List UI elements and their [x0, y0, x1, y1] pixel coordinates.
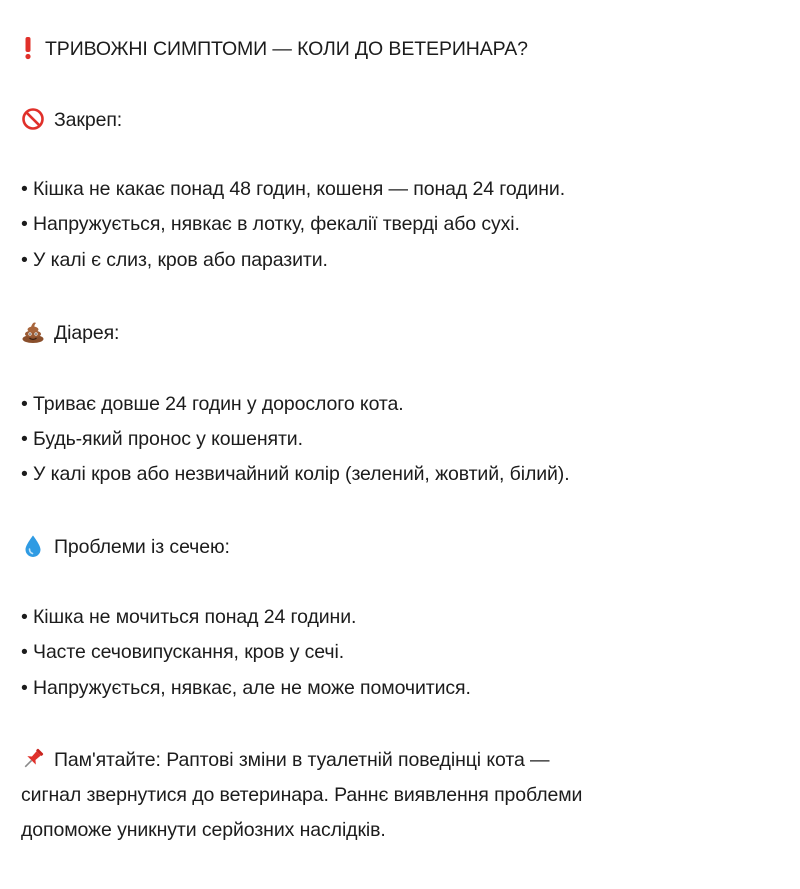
- exclamation-icon: [21, 36, 35, 60]
- list-item: • Триває довше 24 годин у дорослого кота.: [21, 393, 404, 415]
- section-heading: Проблеми із сечею:: [54, 536, 230, 558]
- list-item: • Напружується, нявкає, але не може помочитися.: [21, 677, 471, 699]
- section-heading-constipation: [21, 107, 122, 132]
- poop-icon: [21, 320, 45, 344]
- list-item: • Кішка не какає понад 48 годин, кошеня — понад 24 години.: [21, 178, 566, 200]
- pushpin-icon: [21, 747, 45, 771]
- list-item: • У калі є слиз, кров або паразити.: [21, 249, 328, 271]
- section-heading: Діарея:: [54, 322, 120, 344]
- reminder-line-1: [21, 747, 549, 772]
- reminder-text: сигнал звернутися до ветеринара. Раннє виявлення проблеми: [21, 784, 583, 806]
- list-item: • Часте сечовипускання, кров у сечі.: [21, 641, 345, 663]
- droplet-icon: [21, 534, 45, 558]
- section-heading-urine: [21, 534, 230, 559]
- title-line: [21, 36, 528, 61]
- section-heading: Закреп:: [54, 109, 123, 131]
- list-item: • У калі кров або незвичайний колір (зелений, жовтий, білий).: [21, 463, 570, 485]
- reminder-text: допоможе уникнути серйозних наслідків.: [21, 819, 386, 841]
- reminder-text: Пам'ятайте: Раптові зміни в туалетній поведінці кота —: [54, 749, 550, 771]
- list-item: • Кішка не мочиться понад 24 години.: [21, 606, 357, 628]
- section-heading-diarrhea: [21, 320, 119, 345]
- list-item: • Будь-який пронос у кошеняти.: [21, 428, 303, 450]
- page-title: ТРИВОЖНІ СИМПТОМИ — КОЛИ ДО ВЕТЕРИНАРА?: [45, 38, 528, 60]
- list-item: • Напружується, нявкає в лотку, фекалії тверді або сухі.: [21, 213, 520, 235]
- prohibited-icon: [21, 107, 45, 131]
